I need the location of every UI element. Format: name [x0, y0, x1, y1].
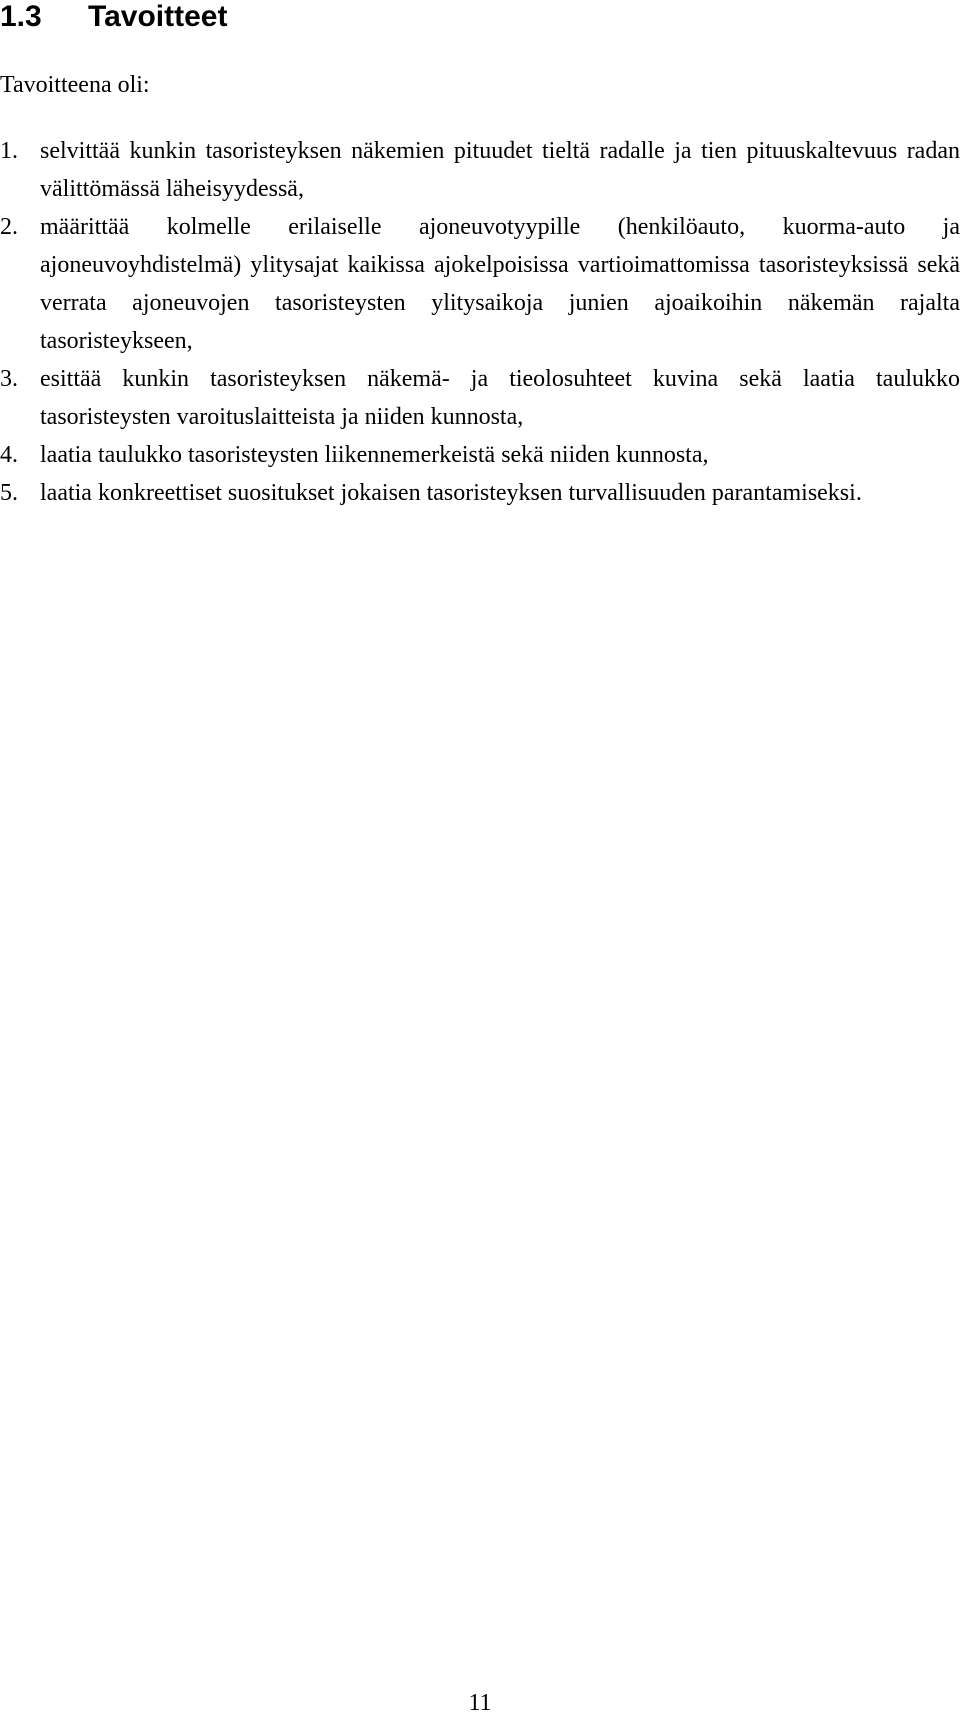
section-number: 1.3 [0, 0, 42, 33]
list-item-text: laatia konkreettiset suositukset jokaisen tasoristeyksen turvallisuuden parantamiseksi. [40, 480, 862, 506]
list-item-text: määrittää kolmelle erilaiselle ajoneuvotyypille (henkilöauto, kuorma-auto ja ajoneuvoyhdistelmä) ylitysajat kaikissa ajokelpoisissa vartioimattomissa tasoristeyksissä sekä verrata ajoneuvojen tasoristeysten ylitysaikoja junien ajoaikoihin näkemän rajalta tasoristeykseen, [40, 214, 960, 354]
list-item-number: 1. [0, 138, 18, 164]
list-item-text: selvittää kunkin tasoristeyksen näkemien pituudet tieltä radalle ja tien pituuskaltevuus radan välittömässä läheisyydessä, [40, 138, 960, 202]
section-heading [0, 0, 227, 34]
list-item-number: 5. [0, 480, 18, 506]
list-item-text: esittää kunkin tasoristeyksen näkemä- ja tieolosuhteet kuvina sekä laatia taulukko tasoristeysten varoituslaitteista ja niiden kunnosta, [40, 366, 960, 430]
page-number: 11 [468, 1690, 492, 1716]
list-item-number: 4. [0, 442, 18, 468]
list-item [0, 436, 960, 474]
list-item [0, 132, 960, 208]
list-item [0, 474, 960, 512]
list-item [0, 208, 960, 360]
section-title: Tavoitteet [88, 0, 228, 33]
list-item-text: laatia taulukko tasoristeysten liikennemerkeistä sekä niiden kunnosta, [40, 442, 709, 468]
goals-list [0, 132, 960, 512]
list-item-number: 3. [0, 366, 18, 392]
list-item-number: 2. [0, 214, 18, 240]
list-item [0, 360, 960, 436]
intro-text: Tavoitteena oli: [0, 72, 150, 98]
